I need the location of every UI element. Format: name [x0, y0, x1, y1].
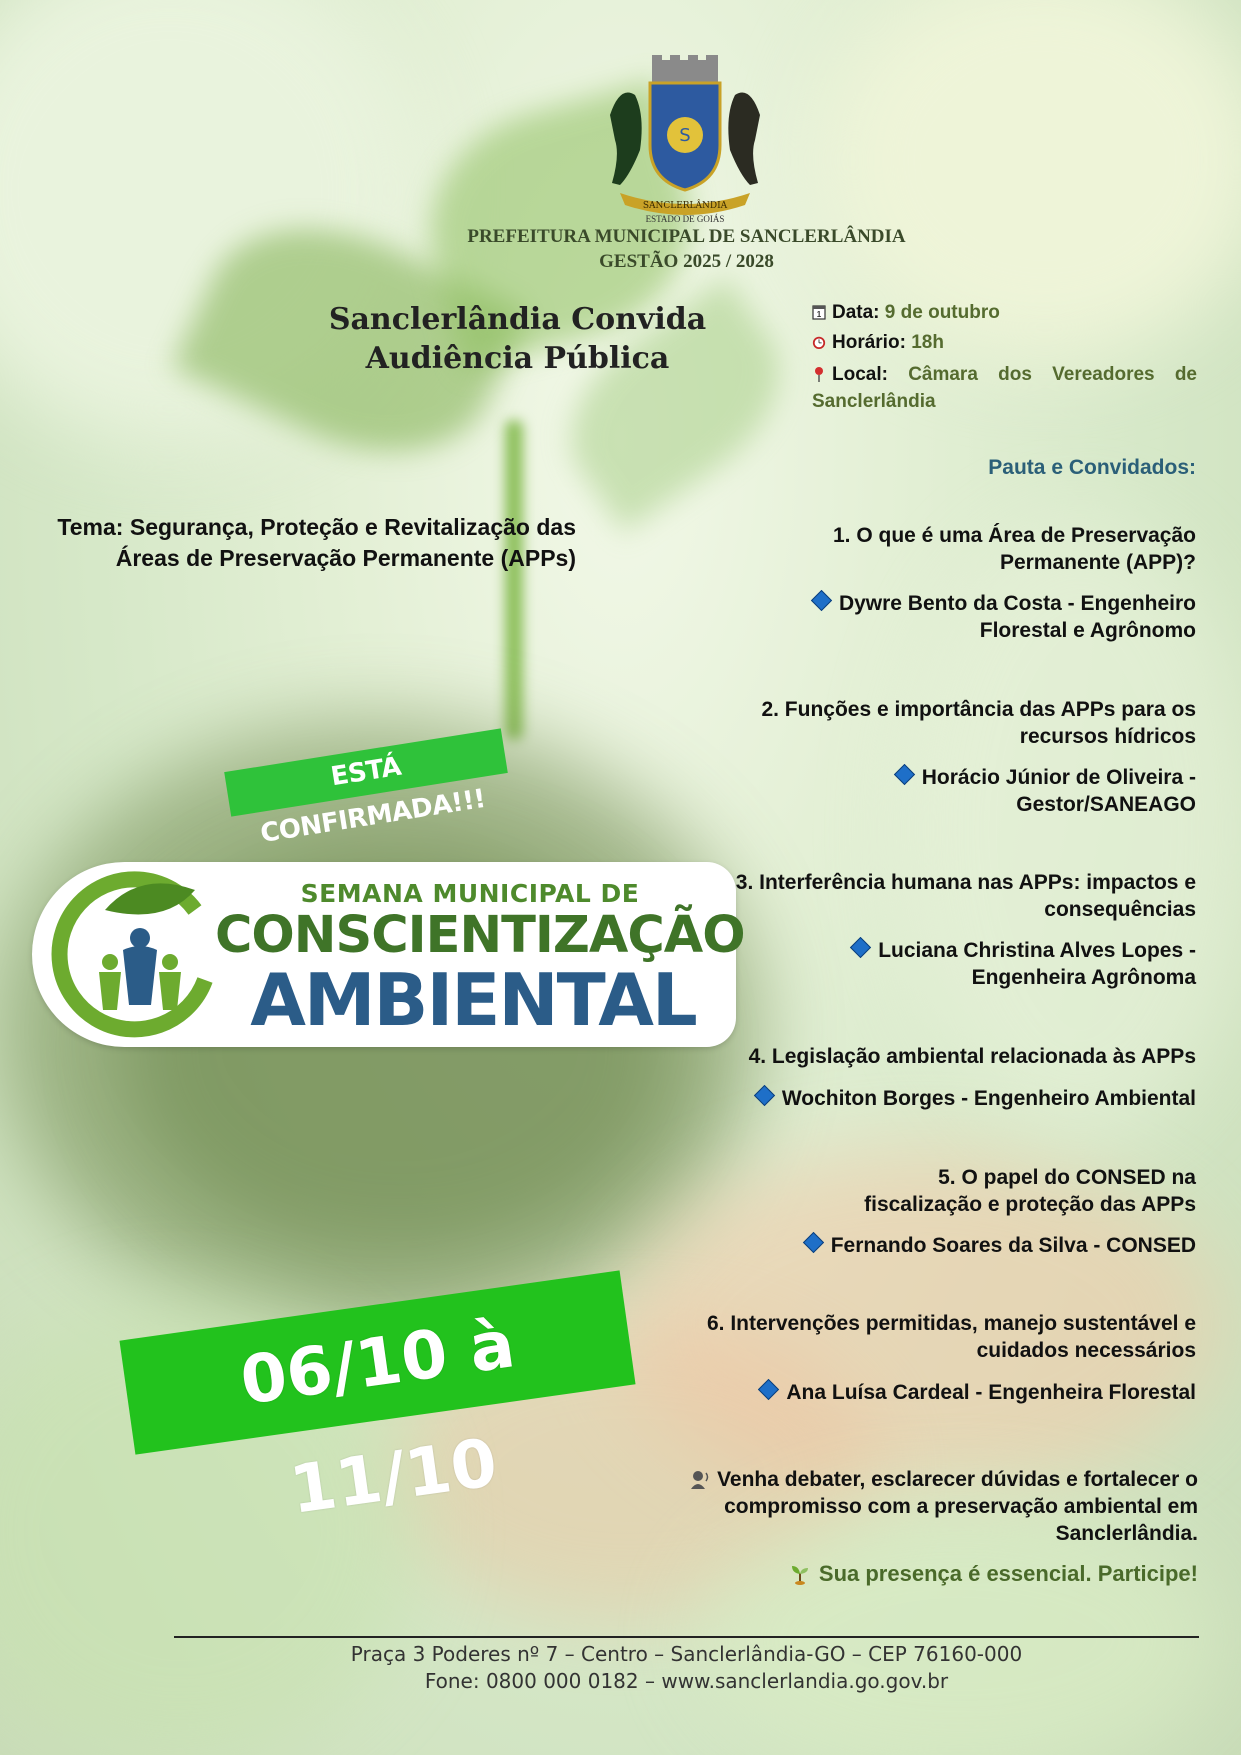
title-line-1: Sanclerlândia Convida — [328, 302, 707, 337]
closing-text: Venha debater, esclarecer dúvidas e fortalecer o compromisso com a preservação ambiental em Sanclerlândia. — [650, 1466, 1198, 1547]
agenda-speaker-1: Dywre Bento da Costa - Engenheiro Florestal e Agrônomo — [776, 590, 1196, 644]
agenda-speaker-4: Wochiton Borges - Engenheiro Ambiental — [636, 1085, 1196, 1112]
agenda-topic-5: 5. O papel do CONSED na fiscalização e proteção das APPs — [864, 1166, 1196, 1216]
logo-line-3: AMBIENTAL — [250, 958, 696, 1042]
agenda-speaker-2: Horácio Júnior de Oliveira - Gestor/SANEAGO — [846, 764, 1196, 818]
crest-caption: ESTADO DE GOIÁS — [645, 214, 725, 224]
agenda-topic-2: 2. Funções e importância das APPs para os recursos hídricos — [761, 698, 1196, 748]
tema-text: Tema: Segurança, Proteção e Revitalização das Áreas de Preservação Permanente (APPs) — [57, 514, 576, 571]
speaker-icon — [689, 1468, 711, 1490]
svg-text:S: S — [679, 125, 691, 146]
logo-line-1: SEMANA MUNICIPAL DE — [300, 879, 640, 908]
pauta-heading: Pauta e Convidados: — [988, 456, 1196, 479]
agenda-topic-3: 3. Interferência humana nas APPs: impactos e consequências — [735, 871, 1196, 921]
agenda-topic-1: 1. O que é uma Área de Preservação Permanente (APP)? — [832, 524, 1196, 574]
footer-address: Praça 3 Poderes nº 7 – Centro – Sanclerlândia-GO – CEP 76160-000 — [350, 1642, 1023, 1666]
dates-badge: 06/10 à 11/10 — [119, 1270, 635, 1454]
agenda-speaker-6: Ana Luísa Cardeal - Engenheira Florestal — [666, 1379, 1196, 1406]
logo-line-2: CONSCIENTIZAÇÃO — [215, 906, 745, 965]
info-date: 1 Data: 9 de outubro — [812, 302, 1197, 324]
agenda-topic-4: 4. Legislação ambiental relacionada às APPs — [748, 1045, 1196, 1068]
crest-banner: SANCLERLÂNDIA — [642, 201, 728, 211]
pin-icon — [812, 366, 826, 382]
page-title — [300, 300, 735, 378]
alarm-clock-icon — [812, 334, 826, 350]
calendar-icon — [812, 304, 826, 320]
footer-contact: Fone: 0800 000 0182 – www.sanclerlandia.go.gov.br — [424, 1669, 949, 1693]
call-to-action: Sua presença é essencial. Participe! — [690, 1561, 1198, 1587]
agenda-speaker-5: Fernando Soares da Silva - CONSED — [716, 1232, 1196, 1259]
header-line-2: GESTÃO 2025 / 2028 — [599, 251, 774, 272]
seedling-icon — [789, 1563, 811, 1585]
svg-text:1: 1 — [816, 310, 822, 319]
agenda-topic-6: 6. Intervenções permitidas, manejo sustentável e cuidados necessários — [706, 1312, 1196, 1362]
people-leaf-icon — [45, 870, 225, 1040]
info-location: Local: Câmara dos Vereadores de Sanclerlândia — [812, 364, 1197, 412]
footer-divider — [174, 1636, 1199, 1638]
confirmed-badge: ESTÁ CONFIRMADA!!! — [224, 728, 508, 816]
info-time: Horário: 18h — [812, 332, 1197, 354]
header-line-1: PREFEITURA MUNICIPAL DE SANCLERLÂNDIA — [467, 226, 906, 247]
title-line-2: Audiência Pública — [365, 341, 670, 376]
agenda-speaker-3: Luciana Christina Alves Lopes - Engenheira Agrônoma — [766, 937, 1196, 991]
municipal-crest-logo — [590, 55, 780, 225]
